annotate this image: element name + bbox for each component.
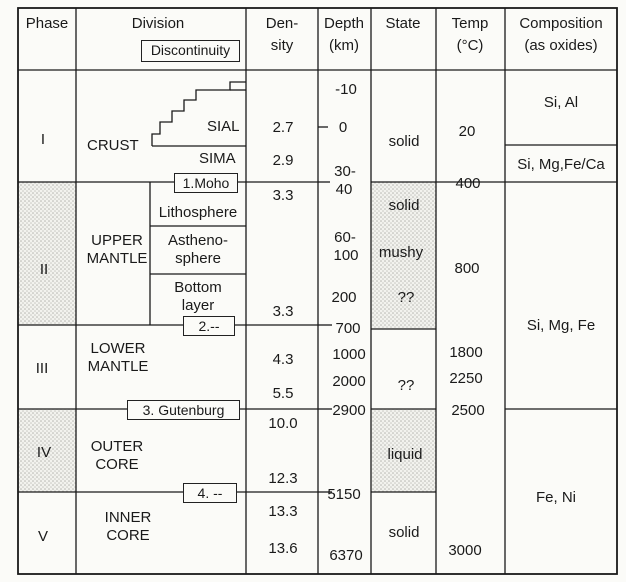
division-bottom-layer-line1: Bottom: [174, 279, 222, 296]
phase-iv: IV: [36, 444, 52, 461]
density-value: 10.0: [268, 415, 298, 432]
depth-value: 2900: [332, 402, 366, 419]
state-value: liquid: [387, 446, 423, 463]
header-temp-line2: (°C): [456, 37, 484, 54]
state-value: ??: [397, 377, 415, 394]
depth-value: 60-: [334, 229, 356, 246]
division-sial: SIAL: [207, 118, 240, 135]
depth-value: 40: [335, 181, 353, 198]
division-upper-mantle-line1: UPPER: [91, 232, 143, 249]
density-value: 5.5: [272, 385, 294, 402]
density-value: 2.7: [272, 119, 294, 136]
density-value: 4.3: [272, 351, 294, 368]
density-value: 13.3: [268, 503, 298, 520]
state-value: solid: [388, 524, 420, 541]
density-value: 3.3: [272, 187, 294, 204]
temp-value: 1800: [449, 344, 483, 361]
temp-value: 2500: [451, 402, 485, 419]
density-value: 12.3: [268, 470, 298, 487]
header-temp-line1: Temp: [451, 15, 489, 32]
division-lower-mantle-line2: MANTLE: [87, 358, 149, 375]
header-depth-line2: (km): [329, 37, 359, 54]
density-value: 13.6: [268, 540, 298, 557]
phase-ii-shading: [19, 182, 76, 325]
phase-ii: II: [39, 261, 49, 278]
temp-value: 400: [455, 175, 481, 192]
discontinuity-2: 2.--: [183, 316, 235, 336]
discontinuity-4: 4. --: [183, 483, 237, 503]
depth-value: 700: [335, 320, 361, 337]
state-value: solid: [388, 133, 420, 150]
header-depth-line1: Depth: [323, 15, 365, 32]
composition-value: Si, Al: [543, 94, 579, 111]
division-sima: SIMA: [199, 150, 236, 167]
phase-i: I: [40, 131, 46, 148]
discontinuity-moho: 1.Moho: [174, 173, 238, 193]
division-asthenosphere-line1: Astheno-: [167, 232, 229, 249]
temp-value: 800: [454, 260, 480, 277]
state-value: mushy: [378, 244, 424, 261]
density-value: 3.3: [272, 303, 294, 320]
temp-value: 20: [458, 123, 476, 140]
depth-value: 100: [333, 247, 359, 264]
density-value: 2.9: [272, 152, 294, 169]
depth-value: 6370: [329, 547, 363, 564]
composition-value: Fe, Ni: [535, 489, 577, 506]
header-density-line1: Den-: [265, 15, 299, 32]
division-crust: CRUST: [87, 137, 139, 154]
division-lithosphere: Lithosphere: [158, 204, 238, 221]
depth-value: 5150: [327, 486, 361, 503]
division-inner-core-line1: INNER: [104, 509, 152, 526]
header-composition-line2: (as oxides): [524, 37, 598, 54]
header-composition-line1: Composition: [519, 15, 603, 32]
depth-value: 30-: [334, 163, 356, 180]
composition-value: Si, Mg,Fe/Ca: [517, 156, 605, 173]
composition-value: Si, Mg, Fe: [526, 317, 596, 334]
division-upper-mantle-line2: MANTLE: [86, 250, 148, 267]
state-value: ??: [397, 289, 415, 306]
depth-value: 1000: [332, 346, 366, 363]
division-asthenosphere-line2: sphere: [175, 250, 221, 267]
header-density-line2: sity: [270, 37, 294, 54]
division-inner-core-line2: CORE: [106, 527, 150, 544]
discontinuity-gutenburg: 3. Gutenburg: [127, 400, 240, 420]
header-state: State: [385, 15, 421, 32]
header-phase: Phase: [25, 15, 69, 32]
phase-iii: III: [35, 360, 49, 377]
state-value: solid: [388, 197, 420, 214]
header-division: Division: [131, 15, 185, 32]
temp-value: 2250: [449, 370, 483, 387]
division-outer-core-line2: CORE: [95, 456, 139, 473]
depth-value: -10: [335, 81, 357, 98]
header-discontinuity-box: Discontinuity: [141, 40, 240, 62]
temp-value: 3000: [448, 542, 482, 559]
division-bottom-layer-line2: layer: [181, 297, 215, 314]
depth-value: 2000: [332, 373, 366, 390]
division-outer-core-line1: OUTER: [90, 438, 144, 455]
division-lower-mantle-line1: LOWER: [90, 340, 146, 357]
depth-value: 0: [338, 119, 348, 136]
depth-value: 200: [331, 289, 357, 306]
phase-v: V: [37, 528, 49, 545]
